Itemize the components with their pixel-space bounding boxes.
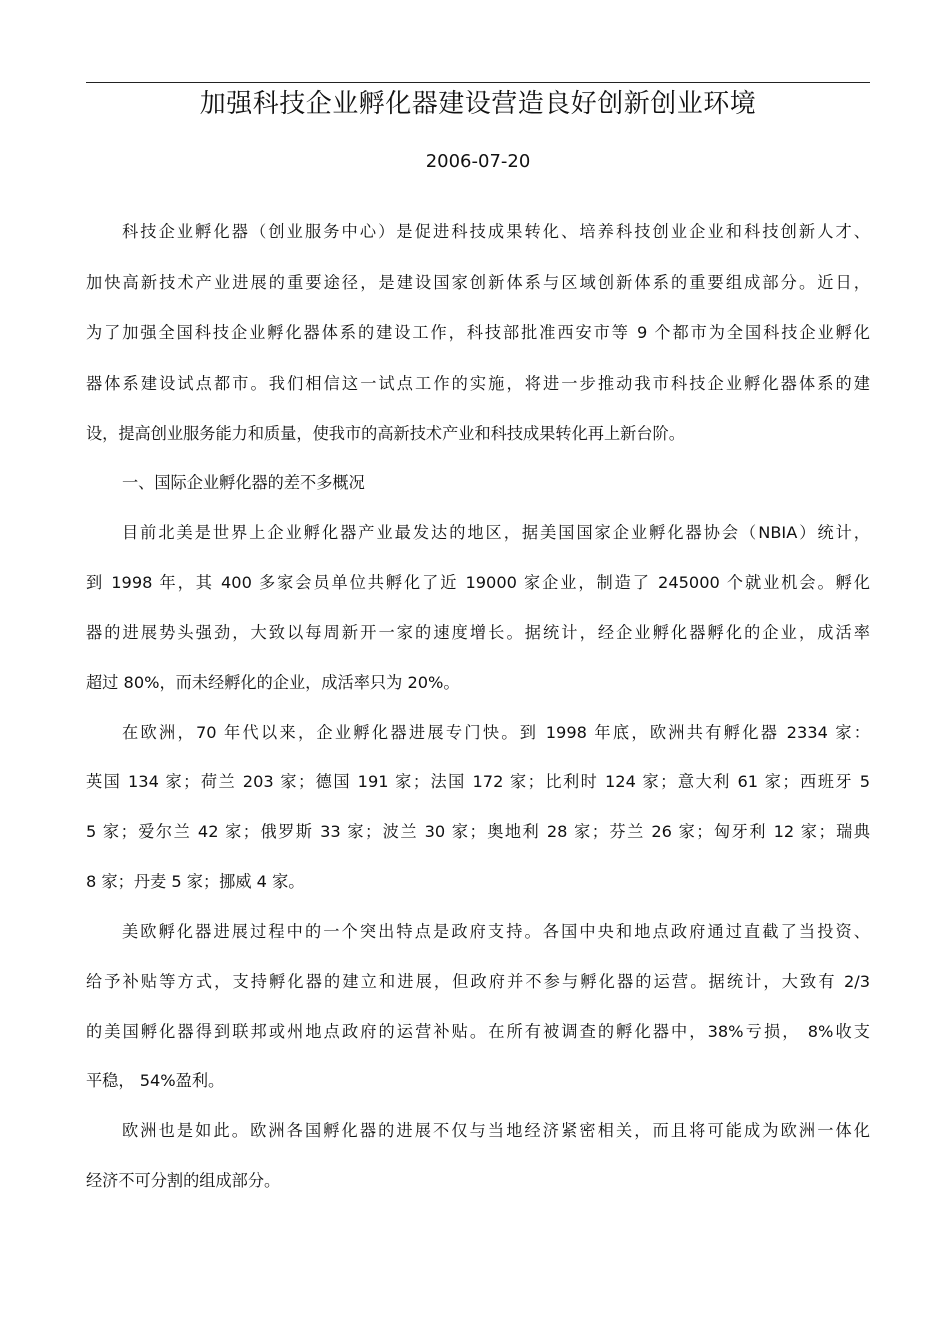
document-date: 2006-07-20 <box>425 151 531 172</box>
paragraph-line: 欧洲也是如此。欧洲各国孵化器的进展不仅与当地经济紧密相关，而且将可能成为欧洲一体化 <box>122 1121 870 1140</box>
paragraph-line: 科技企业孵化器（创业服务中心）是促进科技成果转化、培养科技创业企业和科技创新人才、 <box>122 222 870 241</box>
paragraph-line: 英国 134 家；荷兰 203 家；德国 191 家；法国 172 家；比利时 124 家；意大利 61 家；西班牙 5 <box>86 772 870 791</box>
paragraph-line: 超过 80%，而未经孵化的企业，成活率只为 20%。 <box>86 673 460 692</box>
header-rule <box>86 82 870 83</box>
paragraph-line: 给予补贴等方式，支持孵化器的建立和进展，但政府并不参与孵化器的运营。据统计，大致有 2/3 <box>86 972 870 991</box>
paragraph-line: 加快高新技术产业进展的重要途径，是建设国家创新体系与区域创新体系的重要组成部分。近日， <box>86 273 870 292</box>
paragraph-line: 到 1998 年，其 400 多家会员单位共孵化了近 19000 家企业，制造了 245000 个就业机会。孵化 <box>86 573 870 592</box>
paragraph-line: 在欧洲，70 年代以来，企业孵化器进展专门快。到 1998 年底，欧洲共有孵化器 2334 家： <box>122 723 870 742</box>
paragraph-line: 目前北美是世界上企业孵化器产业最发达的地区，据美国国家企业孵化器协会（NBIA）统计， <box>122 523 870 542</box>
paragraph-line: 5 家；爱尔兰 42 家；俄罗斯 33 家；波兰 30 家；奥地利 28 家；芬兰 26 家；匈牙利 12 家；瑞典 <box>86 822 870 841</box>
paragraph-line: 美欧孵化器进展过程中的一个突出特点是政府支持。各国中央和地点政府通过直截了当投资、 <box>122 922 870 941</box>
paragraph-line: 平稳， 54%盈利。 <box>86 1071 225 1090</box>
paragraph-line: 设，提高创业服务能力和质量，使我市的高新技术产业和科技成果转化再上新台阶。 <box>86 424 685 443</box>
paragraph-line: 器的进展势头强劲，大致以每周新开一家的速度增长。据统计，经企业孵化器孵化的企业，成活率 <box>86 623 870 642</box>
document-title: 加强科技企业孵化器建设营造良好创新创业环境 <box>199 89 757 119</box>
paragraph-line: 的美国孵化器得到联邦或州地点政府的运营补贴。在所有被调查的孵化器中，38%亏损， 8%收支 <box>86 1022 870 1041</box>
paragraph-line: 器体系建设试点都市。我们相信这一试点工作的实施，将进一步推动我市科技企业孵化器体系的建 <box>86 374 870 393</box>
section-heading: 一、国际企业孵化器的差不多概况 <box>122 473 365 492</box>
paragraph-line: 为了加强全国科技企业孵化器体系的建设工作，科技部批准西安市等 9 个都市为全国科技企业孵化 <box>86 323 870 342</box>
paragraph-line: 经济不可分割的组成部分。 <box>86 1171 281 1190</box>
paragraph-line: 8 家；丹麦 5 家；挪威 4 家。 <box>86 872 305 891</box>
